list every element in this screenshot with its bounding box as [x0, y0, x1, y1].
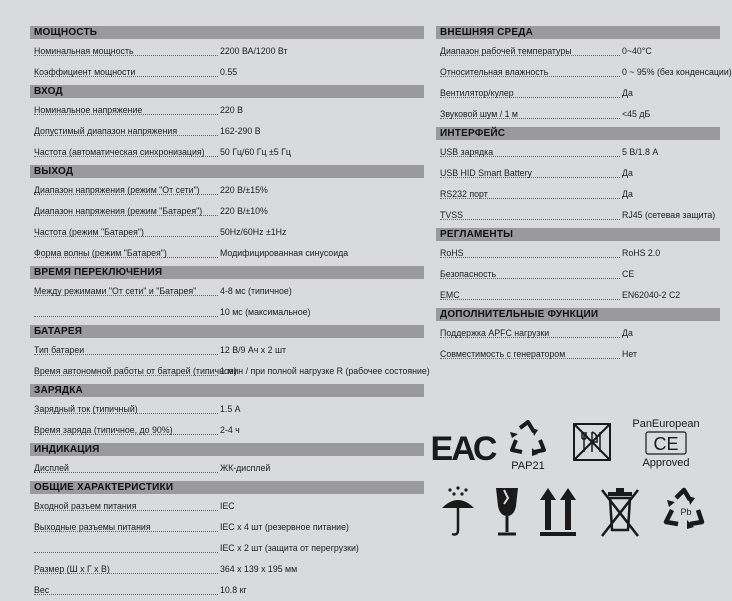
spec-value: IEC: [220, 501, 235, 511]
leader-dots: [440, 257, 620, 258]
spec-value: Нет: [622, 349, 637, 359]
spec-value: IEC х 2 шт (защита от перегрузки): [220, 543, 359, 553]
spec-row: [30, 559, 424, 580]
spec-value: 2200 ВА/1200 Вт: [220, 46, 288, 56]
spec-value: 50Hz/60Hz ±1Hz: [220, 227, 287, 237]
spec-value: 50 Гц/60 Гц ±5 Гц: [220, 147, 291, 157]
spec-row: [30, 243, 424, 264]
spec-row: [30, 222, 424, 243]
spec-label: Поддержка APFC нагрузки: [440, 328, 550, 338]
spec-row: [30, 100, 424, 121]
spec-row: [30, 142, 424, 163]
not-for-food-icon: [570, 420, 614, 464]
spec-label: RoHS: [440, 248, 464, 258]
section-header: ДОПОЛНИТЕЛЬНЫЕ ФУНКЦИИ: [436, 308, 720, 321]
spec-row: [436, 323, 720, 344]
spec-value: 1 мин / при полной нагрузке R (рабочее состояние): [220, 366, 430, 376]
spec-label: Время автономной работы от батарей (типичное): [34, 366, 237, 376]
keep-dry-icon: [438, 484, 478, 540]
spec-value: 0 ~ 95% (без конденсации): [622, 67, 732, 77]
spec-label: TVSS: [440, 210, 463, 220]
section-header: ВНЕШНЯЯ СРЕДА: [436, 26, 720, 39]
spec-row: [436, 163, 720, 184]
leader-dots: [440, 299, 620, 300]
spec-row: [436, 243, 720, 264]
spec-row: [30, 121, 424, 142]
spec-label: RS232 порт: [440, 189, 488, 199]
spec-row: [436, 285, 720, 306]
spec-row: [436, 142, 720, 163]
spec-row: [436, 205, 720, 226]
section-header: МОЩНОСТЬ: [30, 26, 424, 39]
spec-label: Зарядный ток (типичный): [34, 404, 138, 414]
section-header: ЗАРЯДКА: [30, 384, 424, 397]
spec-row: [30, 62, 424, 83]
spec-row: [30, 496, 424, 517]
spec-row: [436, 184, 720, 205]
svg-text:ЕАС: ЕАС: [430, 430, 496, 468]
spec-value: <45 дБ: [622, 109, 651, 119]
spec-value: 0.55: [220, 67, 238, 77]
spec-label: USB HID Smart Battery: [440, 168, 532, 178]
section-header: ОБЩИЕ ХАРАКТЕРИСТИКИ: [30, 481, 424, 494]
spec-label: Диапазон напряжения (режим "Батарея"): [34, 206, 203, 216]
spec-row: [30, 580, 424, 601]
spec-row: [30, 399, 424, 420]
spec-label: Совместимость с генератором: [440, 349, 566, 359]
spec-value: ЖК-дисплей: [220, 463, 271, 473]
spec-row: [30, 302, 424, 323]
spec-value: Модифицированная синусоида: [220, 248, 349, 258]
leader-dots: [34, 594, 218, 595]
svg-text:Approved: Approved: [642, 457, 690, 469]
spec-value: EN62040-2 C2: [622, 290, 681, 300]
spec-label: Диапазон напряжения (режим "От сети"): [34, 185, 200, 195]
spec-label: Форма волны (режим "Батарея"): [34, 248, 167, 258]
section-header: ВРЕМЯ ПЕРЕКЛЮЧЕНИЯ: [30, 266, 424, 279]
spec-value: Да: [622, 88, 633, 98]
spec-value: 12 В/9 Ач х 2 шт: [220, 345, 287, 355]
spec-label: Допустимый диапазон напряжения: [34, 126, 178, 136]
spec-label: USB зарядка: [440, 147, 494, 157]
spec-label: EMC: [440, 290, 460, 300]
spec-label: Тип батареи: [34, 345, 85, 355]
spec-label: Коэффициент мощности: [34, 67, 136, 77]
spec-value: RJ45 (сетевая защита): [622, 210, 716, 220]
spec-row: [30, 538, 424, 559]
crossed-bin-icon: [598, 484, 642, 540]
spec-column-right: [436, 24, 732, 365]
svg-text:PanEuropean: PanEuropean: [632, 418, 700, 430]
spec-value: 220 В: [220, 105, 243, 115]
svg-text:Pb: Pb: [680, 507, 692, 517]
spec-value: 4-8 мс (типичное): [220, 286, 292, 296]
spec-value: 220 В/±10%: [220, 206, 268, 216]
section-header: БАТАРЕЯ: [30, 325, 424, 338]
spec-row: [436, 62, 732, 83]
spec-value: 162-290 В: [220, 126, 261, 136]
spec-label: Вес: [34, 585, 50, 595]
section-header: ВХОД: [30, 85, 424, 98]
spec-value: 10 мс (максимальное): [220, 307, 311, 317]
spec-row: [436, 344, 720, 365]
spec-value: 0~40°С: [622, 46, 652, 56]
spec-label: Безопасность: [440, 269, 497, 279]
spec-label: Частота (режим "Батарея"): [34, 227, 144, 237]
spec-value: 364 х 139 х 195 мм: [220, 564, 298, 574]
spec-row: [436, 264, 720, 285]
leader-dots: [440, 219, 620, 220]
spec-row: [30, 517, 424, 538]
pb-recycle-icon: [660, 486, 708, 536]
spec-value: Да: [622, 189, 633, 199]
svg-text:CE: CE: [653, 434, 679, 454]
svg-text:PAP21: PAP21: [511, 460, 545, 472]
this-way-up-icon: [538, 486, 578, 538]
spec-label: Номинальная мощность: [34, 46, 134, 56]
spec-label: Относительная влажность: [440, 67, 549, 77]
spec-row: [30, 41, 424, 62]
spec-value: Да: [622, 328, 633, 338]
leader-dots: [34, 552, 218, 553]
spec-value: RoHS 2.0: [622, 248, 661, 258]
section-header: ИНТЕРФЕЙС: [436, 127, 720, 140]
spec-row: [30, 340, 424, 361]
spec-row: [436, 104, 720, 125]
spec-row: [30, 281, 424, 302]
paper-recycle-icon: [502, 418, 554, 472]
spec-row: [30, 458, 424, 479]
spec-row: [30, 420, 424, 441]
spec-label: Номинальное напряжение: [34, 105, 143, 115]
spec-label: Дисплей: [34, 463, 69, 473]
spec-row: [436, 41, 720, 62]
section-header: РЕГЛАМЕНТЫ: [436, 228, 720, 241]
spec-label: Частота (автоматическая синхронизация): [34, 147, 205, 157]
spec-row: [30, 180, 424, 201]
spec-label: Диапазон рабочей температуры: [440, 46, 572, 56]
spec-value: 2-4 ч: [220, 425, 240, 435]
fragile-icon: [490, 486, 524, 538]
spec-value: 10.8 кг: [220, 585, 247, 595]
spec-value: CE: [622, 269, 635, 279]
spec-row: [436, 83, 720, 104]
spec-row: [30, 201, 424, 222]
section-header: ИНДИКАЦИЯ: [30, 443, 424, 456]
spec-value: 1.5 А: [220, 404, 241, 414]
spec-label: Время заряда (типичное, до 90%): [34, 425, 173, 435]
spec-label: Вентилятор/кулер: [440, 88, 514, 98]
spec-label: Выходные разъемы питания: [34, 522, 151, 532]
spec-value: IEC х 4 шт (резервное питание): [220, 522, 349, 532]
spec-label: Размер (Ш х Г х В): [34, 564, 110, 574]
leader-dots: [34, 316, 218, 317]
spec-value: Да: [622, 168, 633, 178]
section-header: ВЫХОД: [30, 165, 424, 178]
spec-label: Входной разъем питания: [34, 501, 137, 511]
spec-value: 220 В/±15%: [220, 185, 268, 195]
spec-label: Между режимами "От сети" и "Батарея": [34, 286, 197, 296]
eac-mark-icon: [430, 428, 496, 468]
spec-label: Звуковой шум / 1 м: [440, 109, 518, 119]
spec-row: [30, 361, 430, 382]
spec-column-left: [30, 24, 430, 601]
ce-approved-icon: [620, 414, 712, 472]
spec-value: 5 В/1.8 А: [622, 147, 659, 157]
